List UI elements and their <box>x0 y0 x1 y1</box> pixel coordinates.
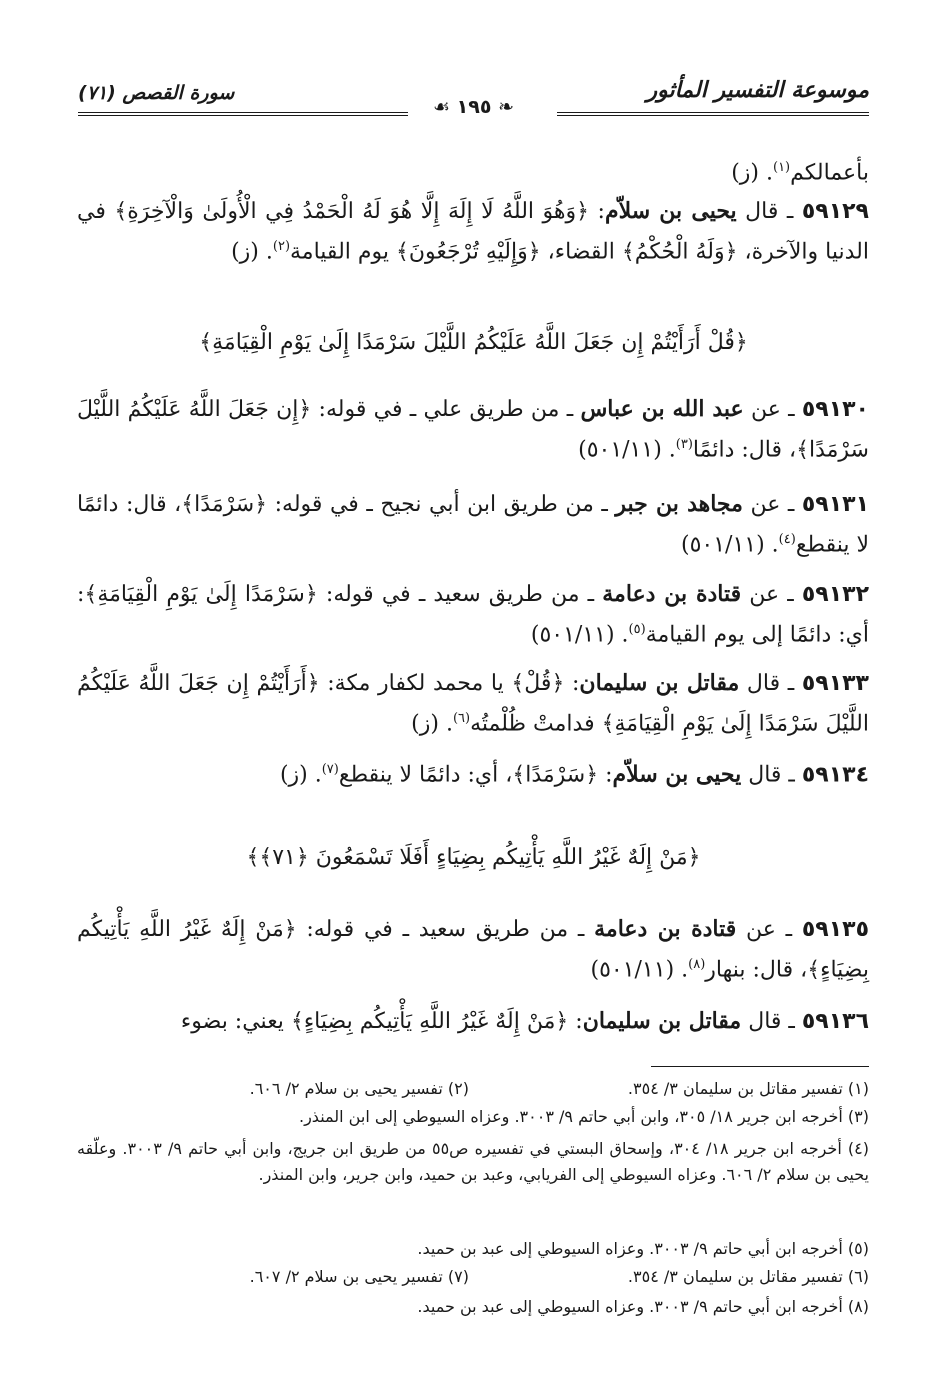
footnote-row <box>77 1264 869 1290</box>
narrator-name: يحيى بن سلاّم <box>604 198 737 224</box>
footnote-ref[interactable]: (١) <box>772 160 791 175</box>
entry-number: ٥٩١٣٦ <box>801 1009 869 1034</box>
footnote-5: (٥) أخرجه ابن أبي حاتم ٩/ ٣٠٠٣. وعزاه السيوطي إلى عبد بن حميد. <box>417 1239 869 1258</box>
quran-quote: ﴿سَرْمَدًا﴾ <box>181 492 268 517</box>
quran-quote: ﴿قُلْ﴾ <box>511 671 565 696</box>
entry-59131: ٥٩١٣١ ـ عن مجاهد بن جبر ـ من طريق ابن أبي نجيح ـ في قوله: ﴿سَرْمَدًا﴾، قال: دائمًا لا ينقطع$^{(٤)}$. (٥٠١/١١) <box>77 491 869 558</box>
quran-quote: ﴿مَنْ إِلَهٌ غَيْرُ اللَّهِ يَأْتِيكُم بِضِيَاءٍ﴾ <box>290 1009 569 1034</box>
entry-number: ٥٩١٣١ <box>801 492 869 517</box>
surah-title: سورة القصص (٧١) <box>78 82 235 104</box>
quran-quote: ﴿وَهُوَ اللَّهُ لَا إِلَهَ إِلَّا هُوَ لَهُ الْحَمْدُ فِي الْأُولَىٰ وَالْآخِرَةِ﴾ <box>114 199 590 224</box>
narrator-name: مقاتل بن سليمان <box>582 1008 742 1034</box>
book-title: موسوعة التفسير المأثور <box>646 78 869 103</box>
quran-quote: ﴿سَرْمَدًا﴾ <box>512 762 599 788</box>
ayah-heading: ﴿مَنْ إِلَهٌ غَيْرُ اللَّهِ يَأْتِيكُم بِضِيَاءٍ أَفَلَا تَسْمَعُونَ ﴿٧١﴾﴾ <box>246 845 701 870</box>
entry-number: ٥٩١٣٤ <box>801 762 869 788</box>
entry-number: ٥٩١٣٢ <box>801 582 869 607</box>
footnote-ref[interactable]: (٥) <box>628 622 646 637</box>
narrator-name: يحيى بن سلاّم <box>612 761 742 788</box>
entry-59133: ٥٩١٣٣ ـ قال مقاتل بن سليمان: ﴿قُلْ﴾ يا محمد لكفار مكة: ﴿أَرَأَيْتُمْ إِن جَعَلَ اللَّهُ عَلَيْكُمُ اللَّيْلَ سَرْمَدًا إِلَىٰ يَوْمِ الْقِيَامَةِ﴾ فدامتْ ظُلْمتُه$^{(٦)}$. (ز) <box>77 670 869 737</box>
narrator-name: عبد الله بن عباس <box>580 396 744 422</box>
ornament-icon: ☙ <box>433 96 457 118</box>
entry-number: ٥٩١٣٣ <box>801 671 869 696</box>
entry-number: ٥٩١٣٠ <box>801 397 869 422</box>
footnote-ref[interactable]: (٢) <box>272 239 291 254</box>
continuation-line: بأعمالكم$^{(١)}$. (ز) <box>731 160 869 186</box>
footnote-7: (٧) تفسير يحيى بن سلام ٢/ ٦٠٧. <box>249 1267 469 1286</box>
entry-59136: ٥٩١٣٦ ـ قال مقاتل بن سليمان: ﴿مَنْ إِلَهٌ غَيْرُ اللَّهِ يَأْتِيكُم بِضِيَاءٍ﴾ يعني: بضوء <box>180 1008 869 1034</box>
footnote-ref[interactable]: (٦) <box>452 711 471 726</box>
entry-number: ٥٩١٢٩ <box>801 199 869 224</box>
footnote-ref[interactable]: (٨) <box>688 957 706 972</box>
narrator-name: مجاهد بن جبر <box>615 491 743 517</box>
footnote-ref[interactable]: (٣) <box>675 437 693 452</box>
footnote-2: (٢) تفسير يحيى بن سلام ٢/ ٦٠٦. <box>249 1079 469 1098</box>
quran-quote: ﴿وَلَهُ الْحُكْمُ﴾ <box>621 239 738 265</box>
footnote-ref[interactable]: (٤) <box>778 532 796 547</box>
footnote-4: (٤) أخرجه ابن جرير ١٨/ ٣٠٤، وإسحاق البستي في تفسيره ص٥٥ من طريق ابن جريج، وابن أبي حاتم ٩/ ٣٠٠٣. وعلّقه يحيى بن سلام ٢/ ٦٠٦. وعزاه السيوطي إلى الفريابي، وعبد بن حميد، وابن جرير، وابن المنذر. <box>77 1139 869 1184</box>
quran-quote: ﴿مَنْ إِلَهٌ غَيْرُ اللَّهِ يَأْتِيكُم بِضِيَاءٍ﴾ <box>77 917 869 983</box>
footnote-row <box>77 1076 869 1102</box>
entry-59129: ٥٩١٢٩ ـ قال يحيى بن سلاّم: ﴿وَهُوَ اللَّهُ لَا إِلَهَ إِلَّا هُوَ لَهُ الْحَمْدُ فِي الْأُولَىٰ وَالْآخِرَةِ﴾ في الدنيا والآخرة، ﴿وَلَهُ الْحُكْمُ﴾ القضاء، ﴿وَإِلَيْهِ تُرْجَعُونَ﴾ يوم القيامة$^{(٢)}$. (ز) <box>77 198 869 265</box>
ornament-icon: ❧ <box>491 96 514 118</box>
entry-59134: ٥٩١٣٤ ـ قال يحيى بن سلاّم: ﴿سَرْمَدًا﴾، أي: دائمًا لا ينقطع$^{(٧)}$. (ز) <box>279 761 869 788</box>
footnote-6: (٦) تفسير مقاتل بن سليمان ٣/ ٣٥٤. <box>627 1267 869 1286</box>
page-number: ❧ ١٩٥ ☙ <box>433 96 514 118</box>
quran-quote: ﴿سَرْمَدًا إِلَىٰ يَوْمِ الْقِيَامَةِ﴾ <box>84 582 318 607</box>
quran-quote: ﴿أَرَأَيْتُمْ إِن جَعَلَ اللَّهُ عَلَيْكُمُ اللَّيْلَ سَرْمَدًا إِلَىٰ يَوْمِ الْقِيَامَةِ﴾ <box>77 671 869 737</box>
footnote-3: (٣) أخرجه ابن جرير ١٨/ ٣٠٥، وابن أبي حاتم ٩/ ٣٠٠٣. وعزاه السيوطي إلى ابن المنذر. <box>298 1107 869 1126</box>
entry-59135: ٥٩١٣٥ ـ عن قتادة بن دعامة ـ من طريق سعيد ـ في قوله: ﴿مَنْ إِلَهٌ غَيْرُ اللَّهِ يَأْتِيكُم بِضِيَاءٍ﴾، قال: بنهار$^{(٨)}$. (٥٠١/١١) <box>77 916 869 983</box>
quran-quote: ﴿وَإِلَيْهِ تُرْجَعُونَ﴾ <box>395 239 541 265</box>
entry-59130: ٥٩١٣٠ ـ عن عبد الله بن عباس ـ من طريق علي ـ في قوله: ﴿إِن جَعَلَ اللَّهُ عَلَيْكُمُ اللَّيْلَ سَرْمَدًا﴾، قال: دائمًا$^{(٣)}$. (٥٠١/١١) <box>77 396 869 463</box>
narrator-name: قتادة بن دعامة <box>602 581 742 607</box>
footnote-ref[interactable]: (٧) <box>321 762 339 777</box>
entry-number: ٥٩١٣٥ <box>801 917 869 942</box>
footnote-1: (١) تفسير مقاتل بن سليمان ٣/ ٣٥٤. <box>627 1079 869 1098</box>
narrator-name: مقاتل بن سليمان <box>579 670 740 696</box>
entry-59132: ٥٩١٣٢ ـ عن قتادة بن دعامة ـ من طريق سعيد ـ في قوله: ﴿سَرْمَدًا إِلَىٰ يَوْمِ الْقِيَامَةِ﴾: أي: دائمًا إلى يوم القيامة$^{(٥)}$. (٥٠١/١١) <box>77 581 869 648</box>
narrator-name: قتادة بن دعامة <box>594 916 737 942</box>
footnote-8: (٨) أخرجه ابن أبي حاتم ٩/ ٣٠٠٣. وعزاه السيوطي إلى عبد بن حميد. <box>417 1297 869 1316</box>
footnote-separator <box>651 1066 869 1067</box>
quran-quote: ﴿إِن جَعَلَ اللَّهُ عَلَيْكُمُ اللَّيْلَ سَرْمَدًا﴾ <box>77 397 869 463</box>
ayah-heading: ﴿قُلْ أَرَأَيْتُمْ إِن جَعَلَ اللَّهُ عَلَيْكُمُ اللَّيْلَ سَرْمَدًا إِلَىٰ يَوْمِ الْقِيَامَةِ﴾ <box>199 330 748 355</box>
